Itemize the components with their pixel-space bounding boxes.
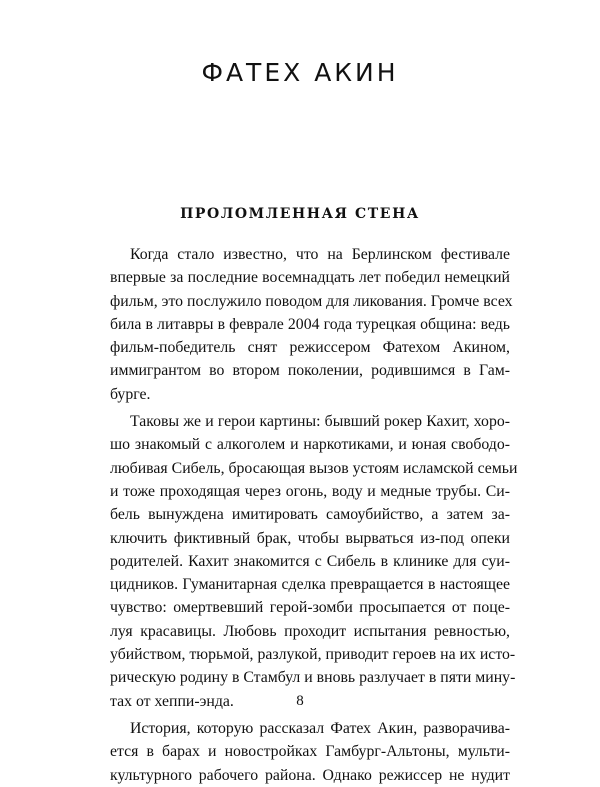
text-line: и тоже проходящая через огонь, воду и медные трубы. Си- <box>110 482 510 500</box>
paragraph <box>110 243 513 406</box>
text-line: фильм, это послужило поводом для ликования. Громче всех <box>110 292 513 310</box>
text-line: тах от хеппи-энда. <box>110 692 234 710</box>
text-line: ключить фиктивный брак, чтобы вырваться из-под опеки <box>110 529 510 547</box>
text-line: иммигрантом во втором поколении, родившимся в Гам- <box>110 362 510 380</box>
text-line: История, которую рассказал Фатех Акин, разворачива- <box>130 719 510 737</box>
text-line: шо знакомый с алкоголем и наркотиками, и юная свободо- <box>110 436 510 454</box>
text-line: рическую родину в Стамбул и вновь разлучает в пяти мину- <box>110 669 516 687</box>
paragraph <box>110 717 510 787</box>
text-line: фильм-победитель снят режиссером Фатехом Акином, <box>110 339 510 357</box>
text-line: ется в барах и новостройках Гамбург-Альтоны, мульти- <box>110 743 510 761</box>
paragraph <box>110 410 518 713</box>
text-line: родителей. Кахит знакомится с Сибель в клинике для суи- <box>110 552 510 570</box>
text-line: убийством, тюрьмой, разлукой, приводит героев на их исто- <box>110 646 516 664</box>
text-line: луя красавицы. Любовь проходит испытания ревностью, <box>110 622 510 640</box>
chapter-title: ФАТЕХ АКИН <box>201 58 399 87</box>
text-line: любивая Сибель, бросающая вызов устоям исламской семьи <box>110 459 518 477</box>
section-title: ПРОЛОМЛЕННАЯ СТЕНА <box>180 206 420 222</box>
text-line: била в литавры в феврале 2004 года турецкая община: ведь <box>110 315 510 333</box>
page-number: 8 <box>296 693 304 709</box>
text-line: цидников. Гуманитарная сделка превращается в настоящее <box>110 576 510 594</box>
text-line: культурного рабочего района. Однако режиссер не нудит <box>110 766 510 784</box>
text-line: чувство: омертвевший герой-зомби просыпается от поце- <box>110 599 510 617</box>
text-line: бурге. <box>110 385 151 403</box>
text-line: впервые за последние восемнадцать лет победил немецкий <box>110 269 510 287</box>
text-line: Таковы же и герои картины: бывший рокер Кахит, хоро- <box>130 413 510 431</box>
text-line: бель вынуждена имитировать самоубийство, а затем за- <box>110 506 510 524</box>
text-line: Когда стало известно, что на Берлинском фестивале <box>130 246 510 263</box>
